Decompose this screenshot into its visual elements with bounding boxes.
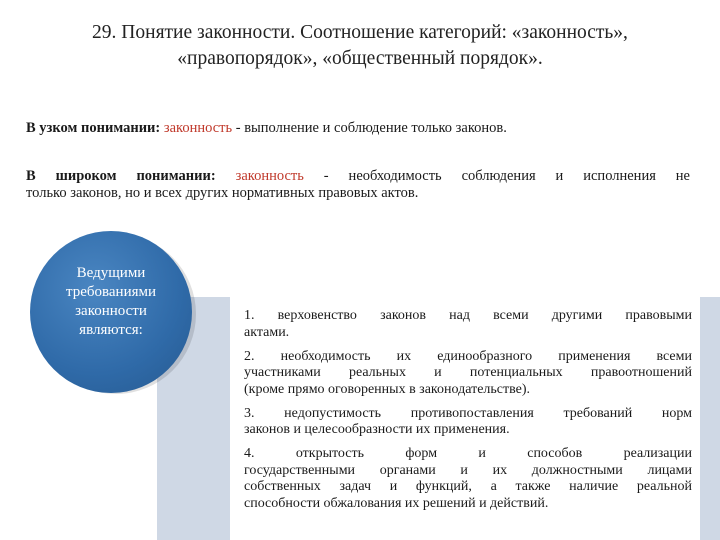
circle-line-2: требованиями — [65, 284, 157, 300]
requirement-line: способности обжалования их решений и действий. — [244, 495, 549, 511]
narrow-lead: В узком понимании: — [26, 120, 161, 136]
broad-line-2: только законов, но и всех других нормативных правовых актов. — [26, 185, 419, 201]
broad-definition — [26, 168, 690, 202]
circle-line-3: законности — [75, 303, 147, 319]
requirement-line: участниками реальных и потенциальных правоотношений — [244, 365, 692, 380]
requirement-line: 4. открытость форм и способов реализации — [244, 446, 692, 461]
requirement-line: собственных задач и функций, а также наличие реальной — [244, 479, 692, 494]
circle-line-1: Ведущими — [76, 265, 146, 281]
narrow-rest: - выполнение и соблюдение только законов. — [232, 120, 507, 136]
requirement-line: 2. необходимость их единообразного применения всеми — [244, 348, 692, 364]
circle-line-4: являются: — [79, 322, 143, 338]
requirements-list — [244, 308, 692, 520]
requirement-item — [244, 406, 692, 439]
requirement-item — [244, 349, 692, 399]
broad-lead: В широком понимании: — [26, 168, 216, 184]
requirement-line: законов и целесообразности их применения. — [244, 422, 510, 437]
requirement-line: государственными органами и их должностными лицами — [244, 462, 692, 478]
requirements-circle — [30, 231, 192, 393]
title-line-2: «правопорядок», «общественный порядок». — [177, 48, 543, 69]
requirement-line: 1. верховенство законов над всеми другими правовыми — [244, 308, 692, 323]
requirement-item — [244, 308, 692, 341]
broad-rest: - необходимость соблюдения и исполнения не — [303, 168, 690, 184]
requirement-item — [244, 446, 692, 512]
broad-line-1 — [26, 168, 690, 185]
narrow-definition — [26, 120, 690, 137]
narrow-term: законность — [163, 120, 233, 136]
title-line-1: 29. Понятие законности. Соотношение категорий: «законность», — [92, 22, 628, 43]
requirement-line: актами. — [244, 324, 290, 340]
slide-title — [30, 20, 690, 72]
requirement-line: (кроме прямо оговоренных в законодательстве). — [244, 381, 531, 397]
broad-term: законность — [235, 168, 304, 184]
requirement-line: 3. недопустимость противопоставления требований норм — [244, 405, 692, 421]
circle-label — [46, 264, 176, 340]
